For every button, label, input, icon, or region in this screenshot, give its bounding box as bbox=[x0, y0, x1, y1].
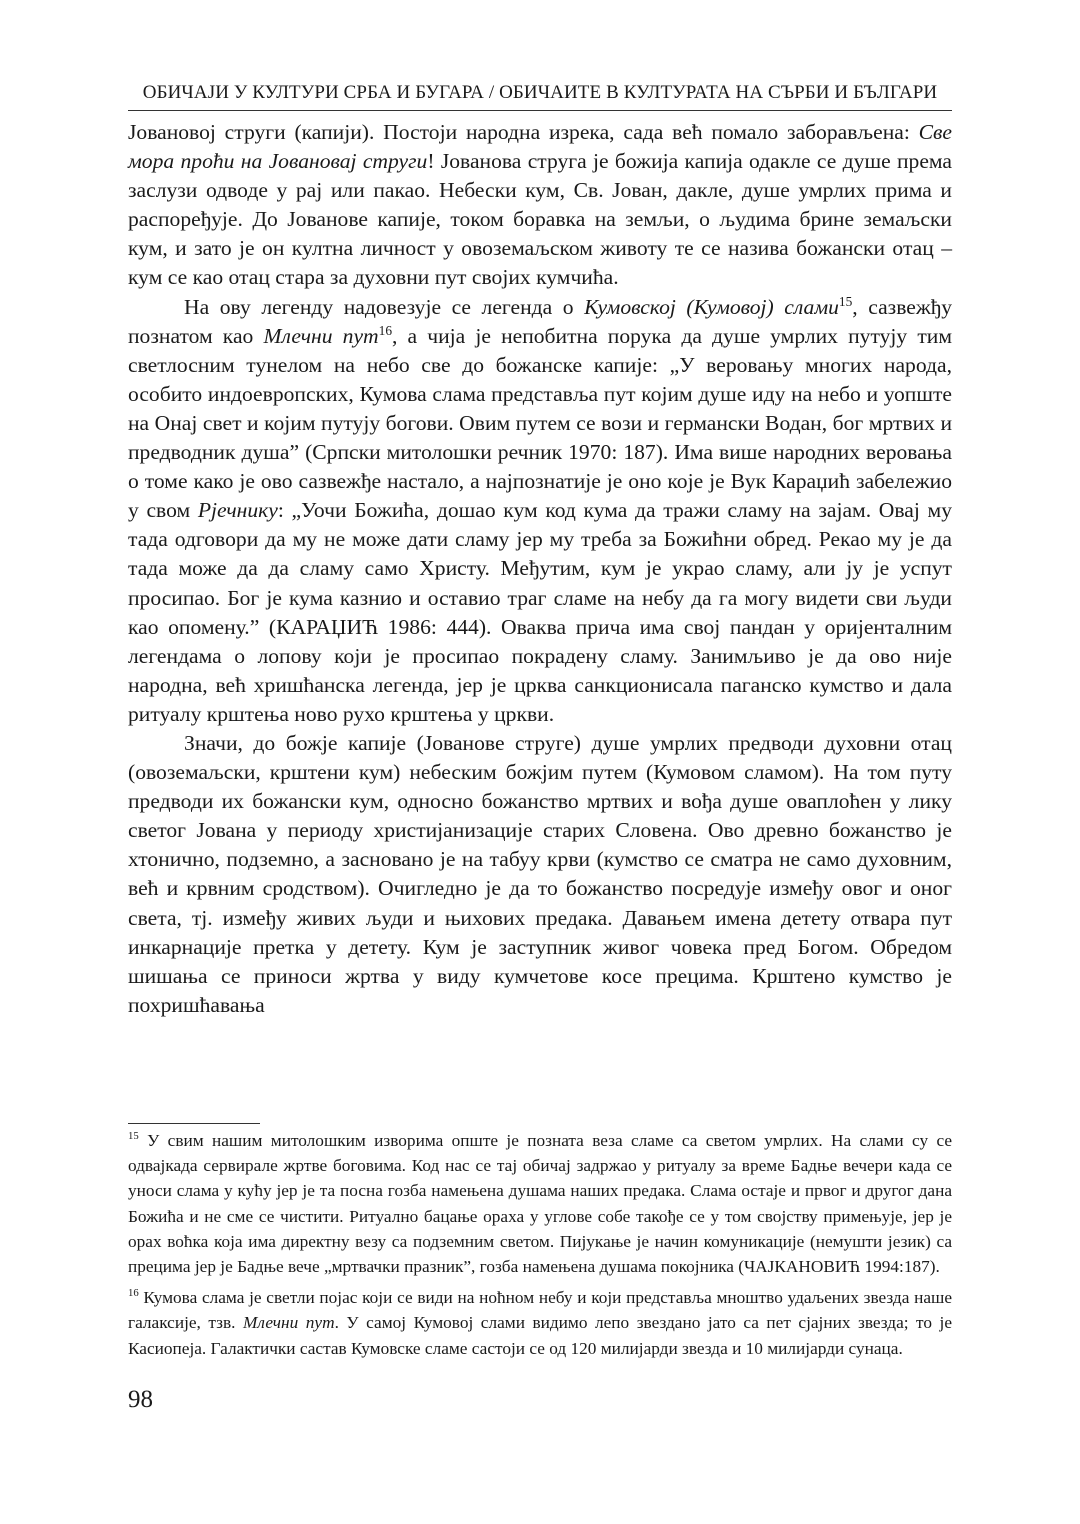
paragraph-2-text-c: , сазвежђу познатом као bbox=[128, 294, 953, 348]
footnote-16-mlecni-put: Млечни пут bbox=[242, 1313, 335, 1333]
footnote-16-text-c: . У самој Кумовој слами видимо лепо звездано јато са пет сјајних звезда; то је Касиопеја. Галактички састав Кумовске сламе састоји се од 120 милијарди звезда и 10 милијарди сунаца. bbox=[128, 1313, 953, 1358]
running-header: ОБИЧАЈИ У КУЛТУРИ СРБА И БУГАРА / ОБИЧАИТЕ В КУЛТУРАТА НА СЪРБИ И БЪЛГАРИ bbox=[142, 82, 938, 103]
paragraph-2 bbox=[128, 293, 952, 729]
footnote-15-mark: 15 bbox=[128, 1130, 139, 1143]
paragraph-2-text-g: : „Уочи Божића, дошао кум код кума да тражи сламу на зајам. Овај му тада одговори да му не може дати сламу јер му треба за Божићни обред. Рекао му је да тада може да да сламу само Христу. Међутим, кум је украо сламу, али ју је успут просипао. Бог је кума казнио и оставио траг сламе на небу да га могу видети сви људи као опомену.” (КАРАЏИЋ 1986: 444). Оваква прича има свој пандан у оријенталним легендама о лопову који је просипао покрадену сламу. Занимљиво је да ово није народна, већ хришћанска легенда, јер је црква санкционисала паганско кумство и дала ритуалу крштења ново рухо крштења у цркви. bbox=[128, 498, 953, 726]
paragraph-3: Значи, до божје капије (Јованове струге) душе умрлих предводи духовни отац (овоземаљски, крштени кум) небеским божјим путем (Кумовом сламом). На том путу предводи их божански кум, односно божанство мртвих и вођа душе оваплоћен у лику светог Јована у периоду христијанизације старих Словена. Ово древно божанство је хтонично, подземно, а засновано је на табуу крви (кумство се сматра не само духовним, већ и крвним сродством). Очигледно је да то божанство посредује између овог и оног света, тј. између живих људи и њихових предака. Давањем имена детету отвара пут инкарнације претка у детету. Кум је заступник живог човека пред Богом. Обредом шишања се приноси жртва у виду кумчетове косе прецима. Крштено кумство је похришћавања bbox=[128, 730, 952, 1017]
header-rule bbox=[128, 110, 952, 111]
paragraph-1-proverb: Све мора проћи на Јовановај струги bbox=[128, 120, 952, 174]
paragraph-2-rjecnik: Рјечнику bbox=[197, 498, 278, 523]
footnotes bbox=[128, 1128, 952, 1367]
page-number: 98 bbox=[128, 1386, 153, 1413]
body-text bbox=[128, 118, 952, 1020]
footnote-15-text: У свим нашим митолошким изворима опште је позната веза сламе са светом умрлих. На слами су се одвајкада сервирале жртве боговима. Код нас се тај обичај задржао у ритуалу за време Бадње вечери када се уноси слама у кућу јер је та посна гозба намењена душама наших предака. Слама остаје и првог и другог дана Божића и не сме се чистити. Ритуално бацање ораха у углове собе такође се у том својству примењује, јер је орах воћка која има директну везу са подземним светом. Пијукање је начин комуникације (немушти језик) са прецима јер је Бадње вече „мртвачки празник”, гозба намењена душама покојника (ЧАЈКАНОВИЋ 1994:187). bbox=[128, 1131, 952, 1277]
footnote-15 bbox=[128, 1128, 952, 1279]
footnote-16 bbox=[128, 1285, 952, 1361]
footnote-16-mark: 16 bbox=[128, 1287, 139, 1300]
footnote-rule bbox=[128, 1123, 260, 1124]
paragraph-2-text-e: , а чија је непобитна порука да душе умрлих путују тим светлосним тунелом на небо све до божанске капије: „У веровању многих народа, особито индоевропских, Кумова слама представља пут којим душе иду на небо и уопште на Онај свет и којим путују богови. Овим путем се вози и германски Водан, бог мртвих и предводник душа” (Српски митолошки речник 1970: 187). Има више народних веровања о томе како је ово сазвежђе настало, а најпознатије је оно које је Вук Караџић забележио у свом bbox=[128, 323, 952, 523]
paragraph-1 bbox=[128, 118, 952, 293]
footnote-ref-16[interactable]: 16 bbox=[378, 322, 392, 338]
footnote-16-text-a: Кумова слама је светли појас који се види на ноћном небу и који представља мноштво удаљених звезда наше галаксије, тзв. bbox=[128, 1288, 952, 1333]
paragraph-1-text-a: Јовановој струги (капији). Постоји народна изрека, сада већ помало заборављена: bbox=[128, 120, 919, 144]
footnote-ref-15[interactable]: 15 bbox=[838, 293, 853, 309]
paragraph-2-mlecni-put: Млечни пут bbox=[263, 323, 379, 348]
paragraph-2-text-a: На ову легенду надовезује се легенда о bbox=[184, 294, 585, 319]
document-page bbox=[128, 0, 952, 1524]
paragraph-1-text-c: ! Јованова струга је божија капија одакле се душе према заслузи одводе у рај или пакао. Небески кум, Св. Јован, дакле, душе умрлих прима и распоређује. До Јованове капије, током боравка на земљи, о људима брине земаљски кум, и зато је он култна личност у овоземаљском животу те се назива божански отац – кум се као отац стара за духовни пут својих кумчића. bbox=[128, 149, 952, 290]
paragraph-2-kumovska-slama: Кумовској (Кумовој) слами bbox=[584, 294, 839, 319]
